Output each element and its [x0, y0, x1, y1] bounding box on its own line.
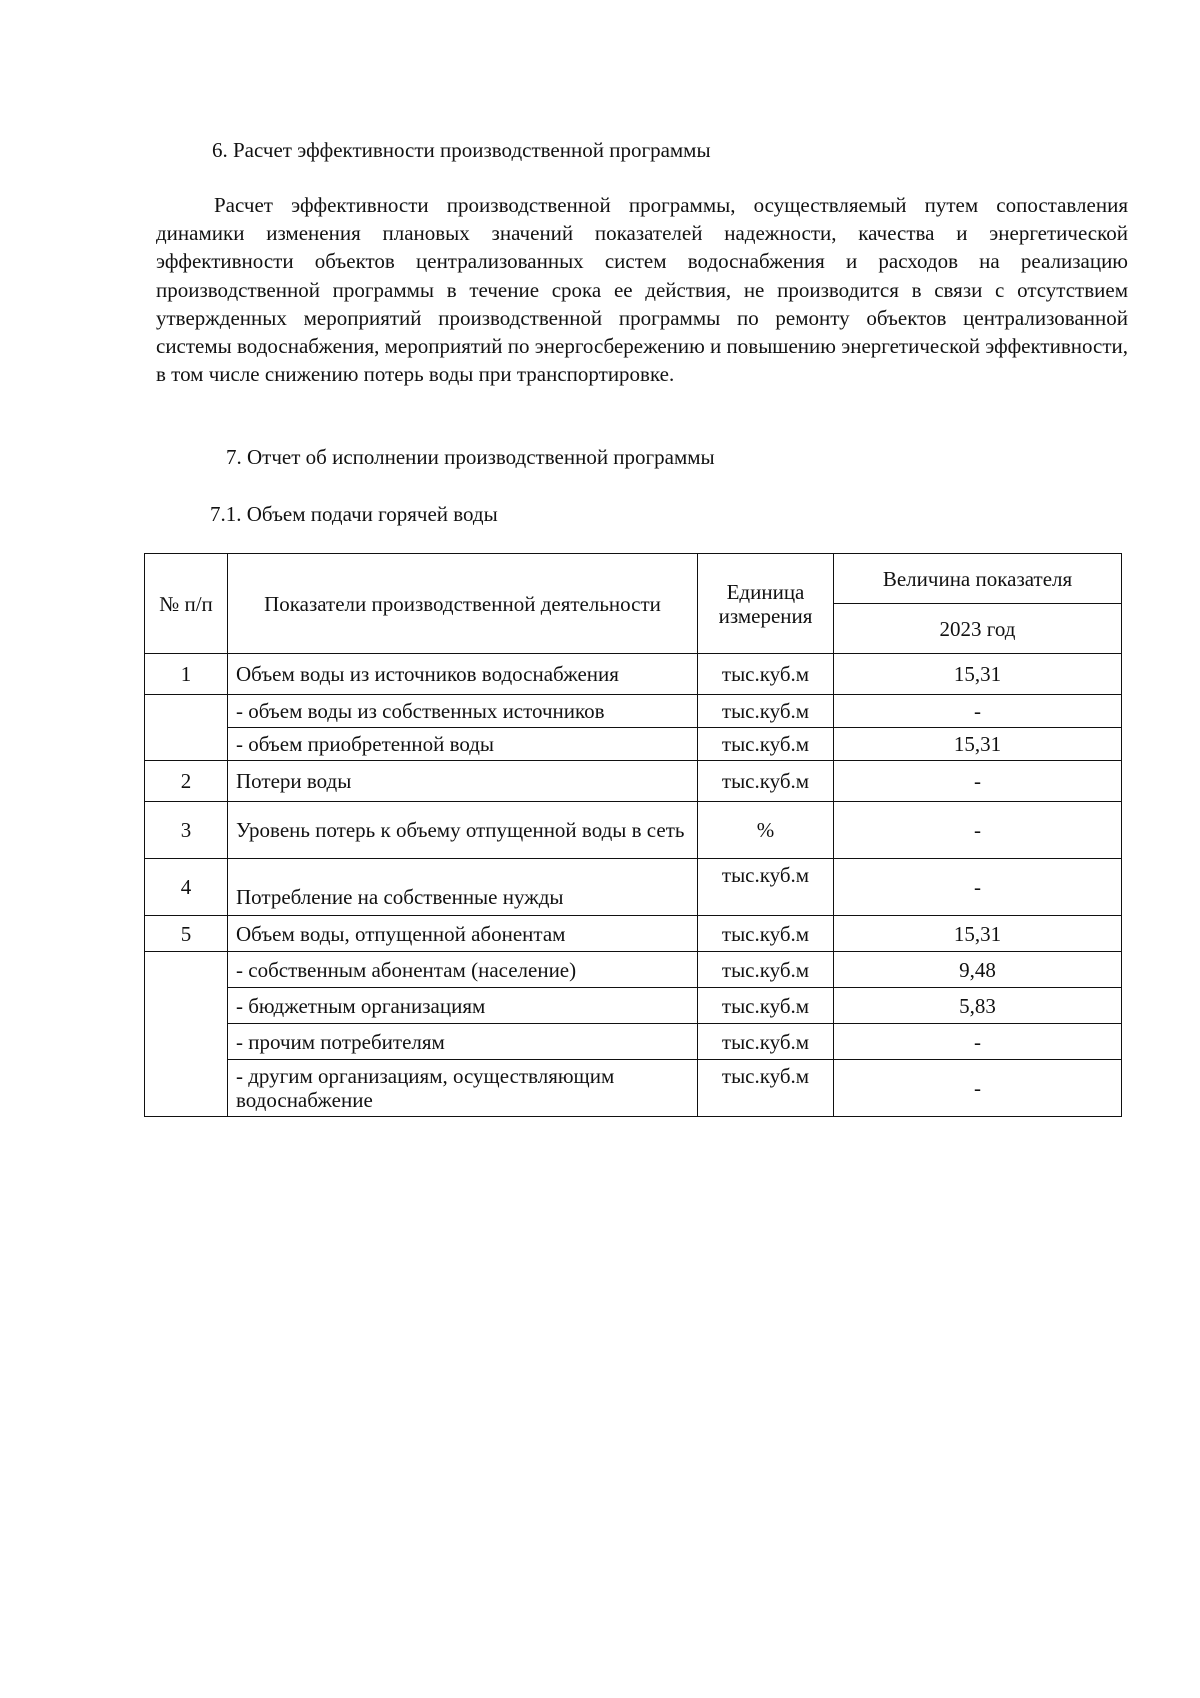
row-num: 2	[145, 761, 228, 802]
table-row	[145, 695, 1122, 728]
section-6-heading: 6. Расчет эффективности производственной программы	[212, 138, 711, 162]
row-num	[145, 695, 228, 761]
row-name: Объем воды, отпущенной абонентам	[228, 916, 698, 952]
row-num: 5	[145, 916, 228, 952]
row-unit: тыс.куб.м	[698, 654, 834, 695]
header-indicator: Показатели производственной деятельности	[228, 554, 698, 654]
row-unit: тыс.куб.м	[698, 952, 834, 988]
table-row	[145, 761, 1122, 802]
row-name: Уровень потерь к объему отпущенной воды в сеть	[228, 802, 698, 859]
row-unit: тыс.куб.м	[698, 761, 834, 802]
row-value: -	[834, 1060, 1122, 1117]
row-name: - объем воды из собственных источников	[228, 695, 698, 728]
row-name: - бюджетным организациям	[228, 988, 698, 1024]
row-value: 5,83	[834, 988, 1122, 1024]
row-unit: тыс.куб.м	[698, 1024, 834, 1060]
row-name: - собственным абонентам (население)	[228, 952, 698, 988]
row-value: 15,31	[834, 728, 1122, 761]
row-unit: тыс.куб.м	[698, 916, 834, 952]
row-value: -	[834, 859, 1122, 916]
row-unit: %	[698, 802, 834, 859]
row-num	[145, 952, 228, 1117]
row-num: 4	[145, 859, 228, 916]
row-value: -	[834, 802, 1122, 859]
header-num: № п/п	[145, 554, 228, 654]
row-value: -	[834, 761, 1122, 802]
row-name: Потребление на собственные нужды	[228, 859, 698, 916]
table-row	[145, 859, 1122, 916]
row-num: 1	[145, 654, 228, 695]
row-value: 15,31	[834, 916, 1122, 952]
table-row	[145, 1024, 1122, 1060]
row-unit: тыс.куб.м	[698, 695, 834, 728]
row-name: - объем приобретенной воды	[228, 728, 698, 761]
row-value: 9,48	[834, 952, 1122, 988]
row-name: - другим организациям, осуществляющим водоснабжение	[228, 1060, 698, 1117]
section-6-paragraph: Расчет эффективности производственной программы, осуществляемый путем сопоставления динамики изменения плановых значений показателей надежности, качества и энергетической эффективности объектов централизованных систем водоснабжения и расходов на реализацию производственной программы в течение срока ее действия, не производится в связи с отсутствием утвержденных мероприятий производственной программы по ремонту объектов централизованной системы водоснабжения, мероприятий по энергосбережению и повышению энергетической эффективности, в том числе снижению потерь воды при транспортировке.	[156, 193, 1129, 387]
row-value: 15,31	[834, 654, 1122, 695]
table-row	[145, 728, 1122, 761]
section-7-1-subheading: 7.1. Объем подачи горячей воды	[210, 502, 498, 526]
row-value: -	[834, 695, 1122, 728]
row-unit: тыс.куб.м	[698, 728, 834, 761]
row-unit: тыс.куб.м	[698, 859, 834, 916]
table-row	[145, 988, 1122, 1024]
header-value: Величина показателя	[834, 554, 1122, 604]
row-name: Объем воды из источников водоснабжения	[228, 654, 698, 695]
row-unit: тыс.куб.м	[698, 988, 834, 1024]
row-unit: тыс.куб.м	[698, 1060, 834, 1117]
row-num: 3	[145, 802, 228, 859]
row-name: Потери воды	[228, 761, 698, 802]
table-row	[145, 802, 1122, 859]
header-unit: Единица измерения	[698, 554, 834, 654]
section-7-heading: 7. Отчет об исполнении производственной программы	[226, 445, 715, 469]
row-name: - прочим потребителям	[228, 1024, 698, 1060]
table-row	[145, 1060, 1122, 1117]
header-year: 2023 год	[834, 604, 1122, 654]
table-row	[145, 654, 1122, 695]
row-value: -	[834, 1024, 1122, 1060]
table-row	[145, 916, 1122, 952]
water-supply-table	[144, 553, 1122, 1117]
table-row	[145, 952, 1122, 988]
